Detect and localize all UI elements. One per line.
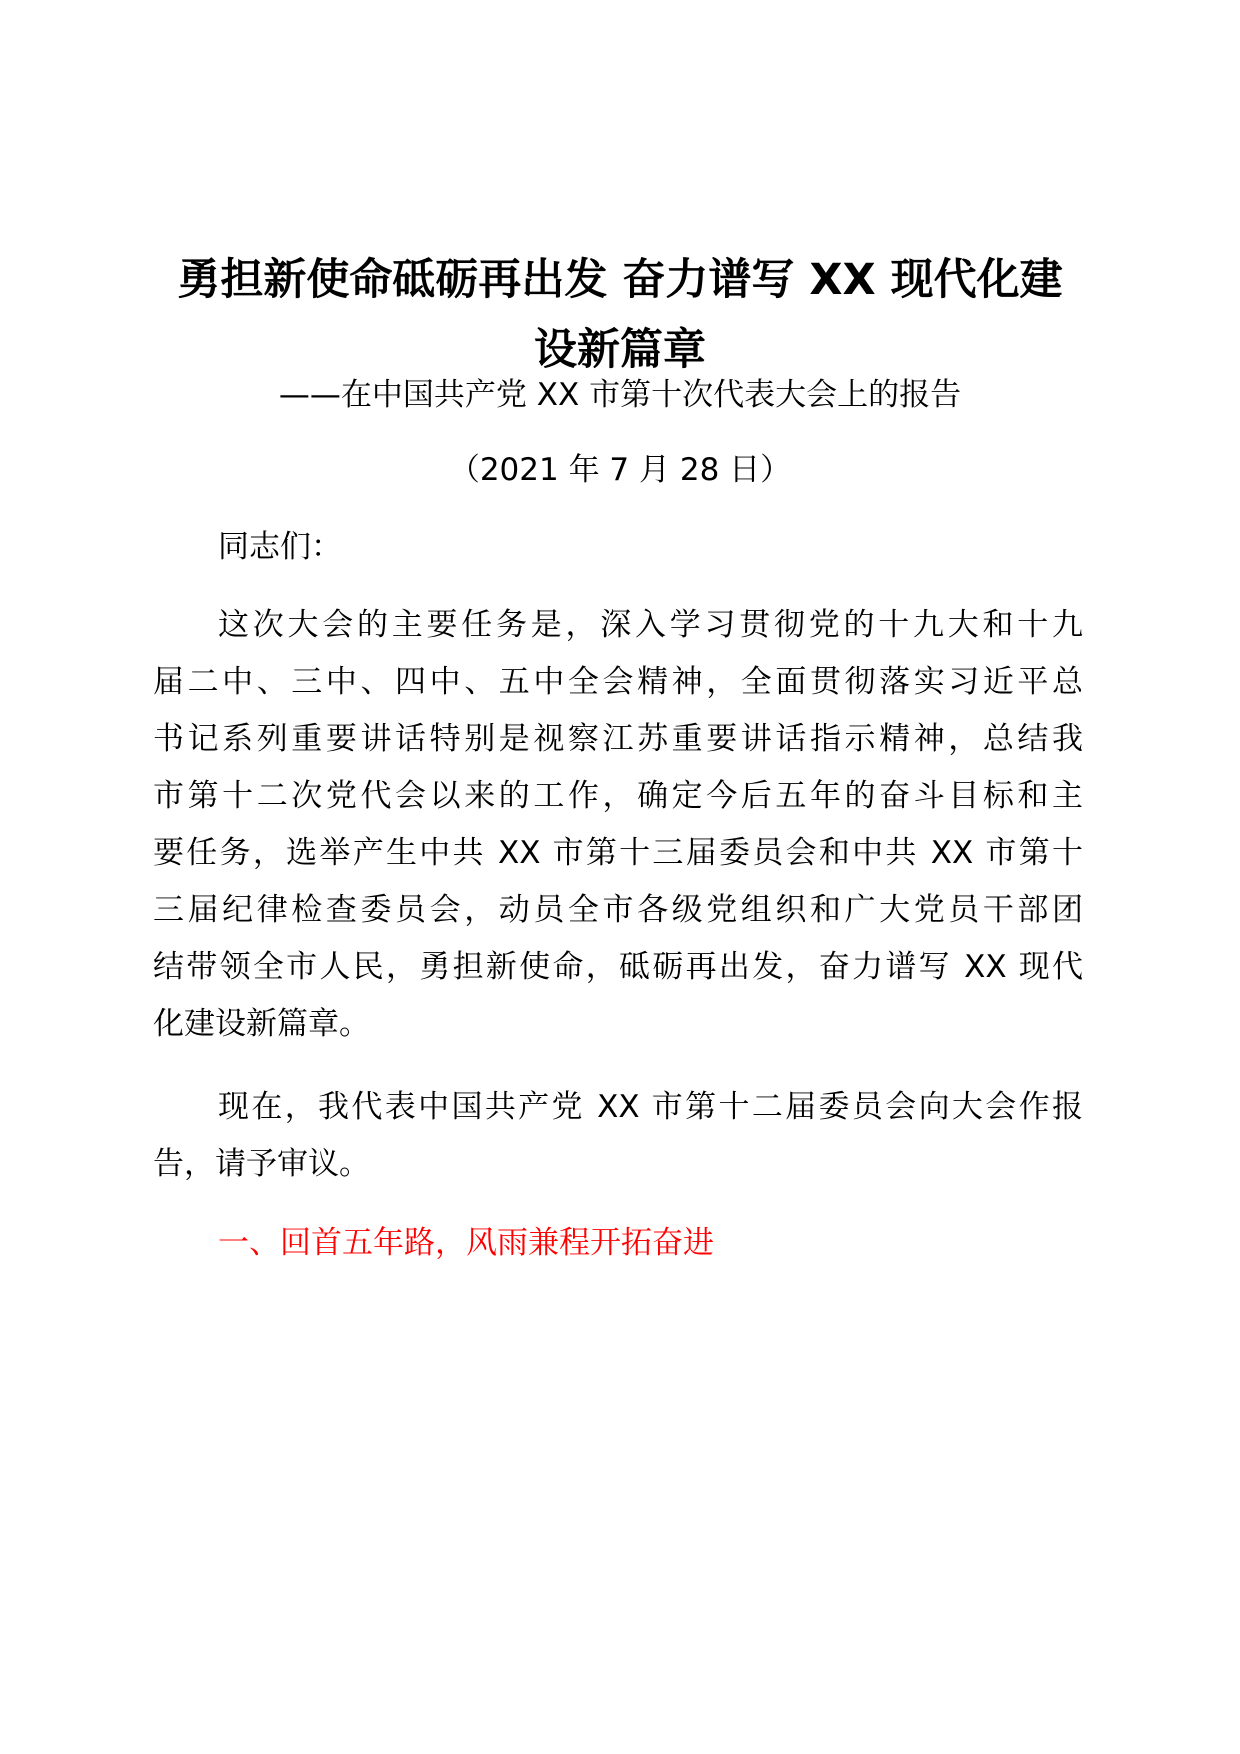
paragraph-line: 市第十二次党代会以来的工作，确定今后五年的奋斗目标和主 (153, 778, 1083, 814)
paragraph-line: 化建设新篇章。 (153, 1006, 370, 1042)
paragraph-line: 届二中、三中、四中、五中全会精神，全面贯彻落实习近平总 (153, 664, 1083, 700)
section-heading: 一、回首五年路，风雨兼程开拓奋进 (218, 1225, 714, 1261)
salutation: 同志们： (218, 529, 342, 565)
document-title (150, 245, 1090, 385)
paragraph-line: 结带领全市人民，勇担新使命，砥砺再出发，奋力谱写 XX 现代 (153, 949, 1083, 985)
title-line-1: 勇担新使命砥砺再出发 奋力谱写 XX 现代化建 (177, 255, 1063, 305)
report-date: （2021 年 7 月 28 日） (448, 452, 792, 488)
paragraph-line: 这次大会的主要任务是，深入学习贯彻党的十九大和十九 (218, 607, 1083, 643)
paragraph-line: 三届纪律检查委员会，动员全市各级党组织和广大党员干部团 (153, 892, 1083, 928)
title-line-2: 设新篇章 (534, 325, 706, 375)
paragraph-line: 告，请予审议。 (153, 1146, 370, 1182)
paragraph-line: 现在，我代表中国共产党 XX 市第十二届委员会向大会作报 (218, 1089, 1083, 1125)
paragraph-line: 书记系列重要讲话特别是视察江苏重要讲话指示精神，总结我 (153, 721, 1083, 757)
subtitle: ——在中国共产党 XX 市第十次代表大会上的报告 (278, 377, 962, 413)
paragraph-line: 要任务，选举产生中共 XX 市第十三届委员会和中共 XX 市第十 (153, 835, 1083, 871)
